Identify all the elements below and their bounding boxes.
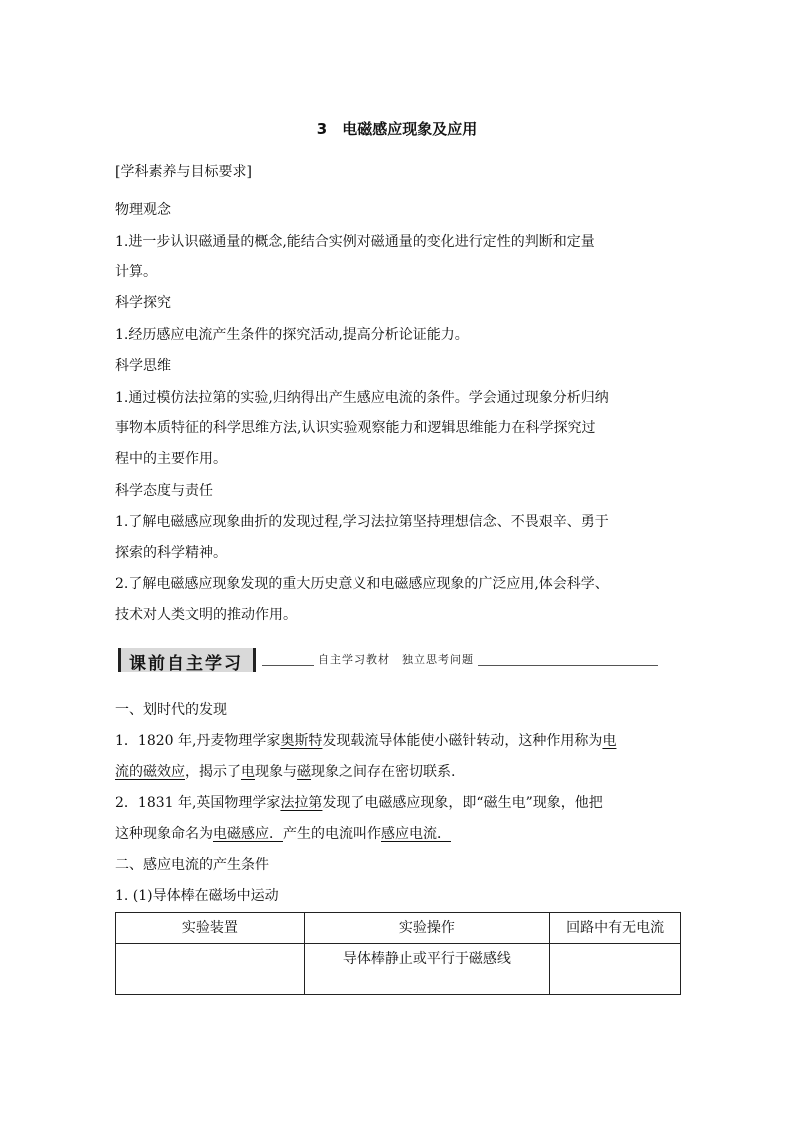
section2-heading: 二、感应电流的产生条件	[115, 857, 269, 873]
attitude-item2: 2.了解电磁感应现象发现的重大历史意义和电磁感应现象的广泛应用,体会科学、	[115, 576, 609, 592]
section1-paragraph2-cont	[115, 824, 685, 844]
experiment-table	[115, 912, 681, 995]
table-cell	[116, 944, 305, 995]
attitude-item1-cont: 探索的科学精神。	[115, 545, 227, 561]
section1-paragraph1	[115, 731, 685, 751]
heading-inquiry: 科学探究	[115, 295, 171, 311]
text-run: 发现了电磁感应现象，即“磁生电”现象，他把	[322, 795, 603, 811]
answer-blank: 流的磁效应	[115, 764, 185, 780]
banner-box	[118, 648, 256, 672]
section1-heading: 一、划时代的发现	[115, 702, 227, 718]
section-banner	[118, 648, 658, 672]
objectives-header: [学科素养与目标要求]	[115, 164, 252, 180]
thinking-item1: 1.通过模仿法拉第的实验,归纳得出产生感应电流的条件。学会通过现象分析归纳	[115, 390, 609, 406]
answer-blank: 磁	[297, 764, 311, 780]
answer-blank: 电	[602, 733, 617, 749]
answer-blank: 奥斯特	[280, 733, 323, 749]
table-row	[116, 944, 681, 995]
banner-subtitle: 自主学习教材 独立思考问题	[314, 651, 478, 667]
physics-concept-item1-cont: 计算。	[115, 264, 157, 280]
answer-blank: 法拉第	[280, 795, 323, 811]
answer-blank: 电磁感应．	[213, 826, 283, 842]
heading-thinking: 科学思维	[115, 358, 171, 374]
thinking-item1-cont1: 事物本质特征的科学思维方法,认识实验观察能力和逻辑思维能力在科学探究过	[115, 420, 596, 436]
table-cell: 导体棒静止或平行于磁感线	[304, 944, 550, 995]
physics-concept-item1: 1.进一步认识磁通量的概念,能结合实例对磁通量的变化进行定性的判断和定量	[115, 234, 595, 250]
text-run: 这种现象命名为	[115, 826, 213, 842]
text-run: 现象之间存在密切联系.	[311, 764, 456, 780]
text-run: 发现载流导体能使小磁针转动，这种作用称为	[322, 733, 603, 749]
section1-paragraph2	[115, 793, 685, 813]
heading-attitude: 科学态度与责任	[115, 483, 213, 499]
text-run: 1．1820 年,丹麦物理学家	[115, 733, 281, 749]
text-run: 2．1831 年,英国物理学家	[115, 795, 281, 811]
answer-blank: 电	[241, 764, 255, 780]
text-run: 产生的电流叫作	[283, 826, 381, 842]
attitude-item2-cont: 技术对人类文明的推动作用。	[115, 607, 297, 623]
text-run: ，揭示了	[185, 764, 241, 780]
table-header-row	[116, 913, 681, 944]
table-header-cell: 实验装置	[116, 913, 305, 944]
answer-blank: 感应电流．	[381, 826, 451, 842]
banner-title: 课前自主学习	[129, 654, 243, 674]
heading-physics-concept: 物理观念	[115, 202, 171, 218]
section1-paragraph1-cont	[115, 762, 685, 782]
text-run: 现象与	[255, 764, 297, 780]
attitude-item1: 1.了解电磁感应现象曲折的发现过程,学习法拉第坚持理想信念、不畏艰辛、勇于	[115, 514, 609, 530]
table-header-cell: 回路中有无电流	[550, 913, 681, 944]
table-cell	[550, 944, 681, 995]
section2-sub1: 1. (1)导体棒在磁场中运动	[115, 888, 279, 904]
inquiry-item1: 1.经历感应电流产生条件的探究活动,提高分析论证能力。	[115, 327, 469, 343]
page-title: 3 电磁感应现象及应用	[316, 120, 478, 138]
thinking-item1-cont2: 程中的主要作用。	[115, 451, 227, 467]
table-header-cell: 实验操作	[304, 913, 550, 944]
